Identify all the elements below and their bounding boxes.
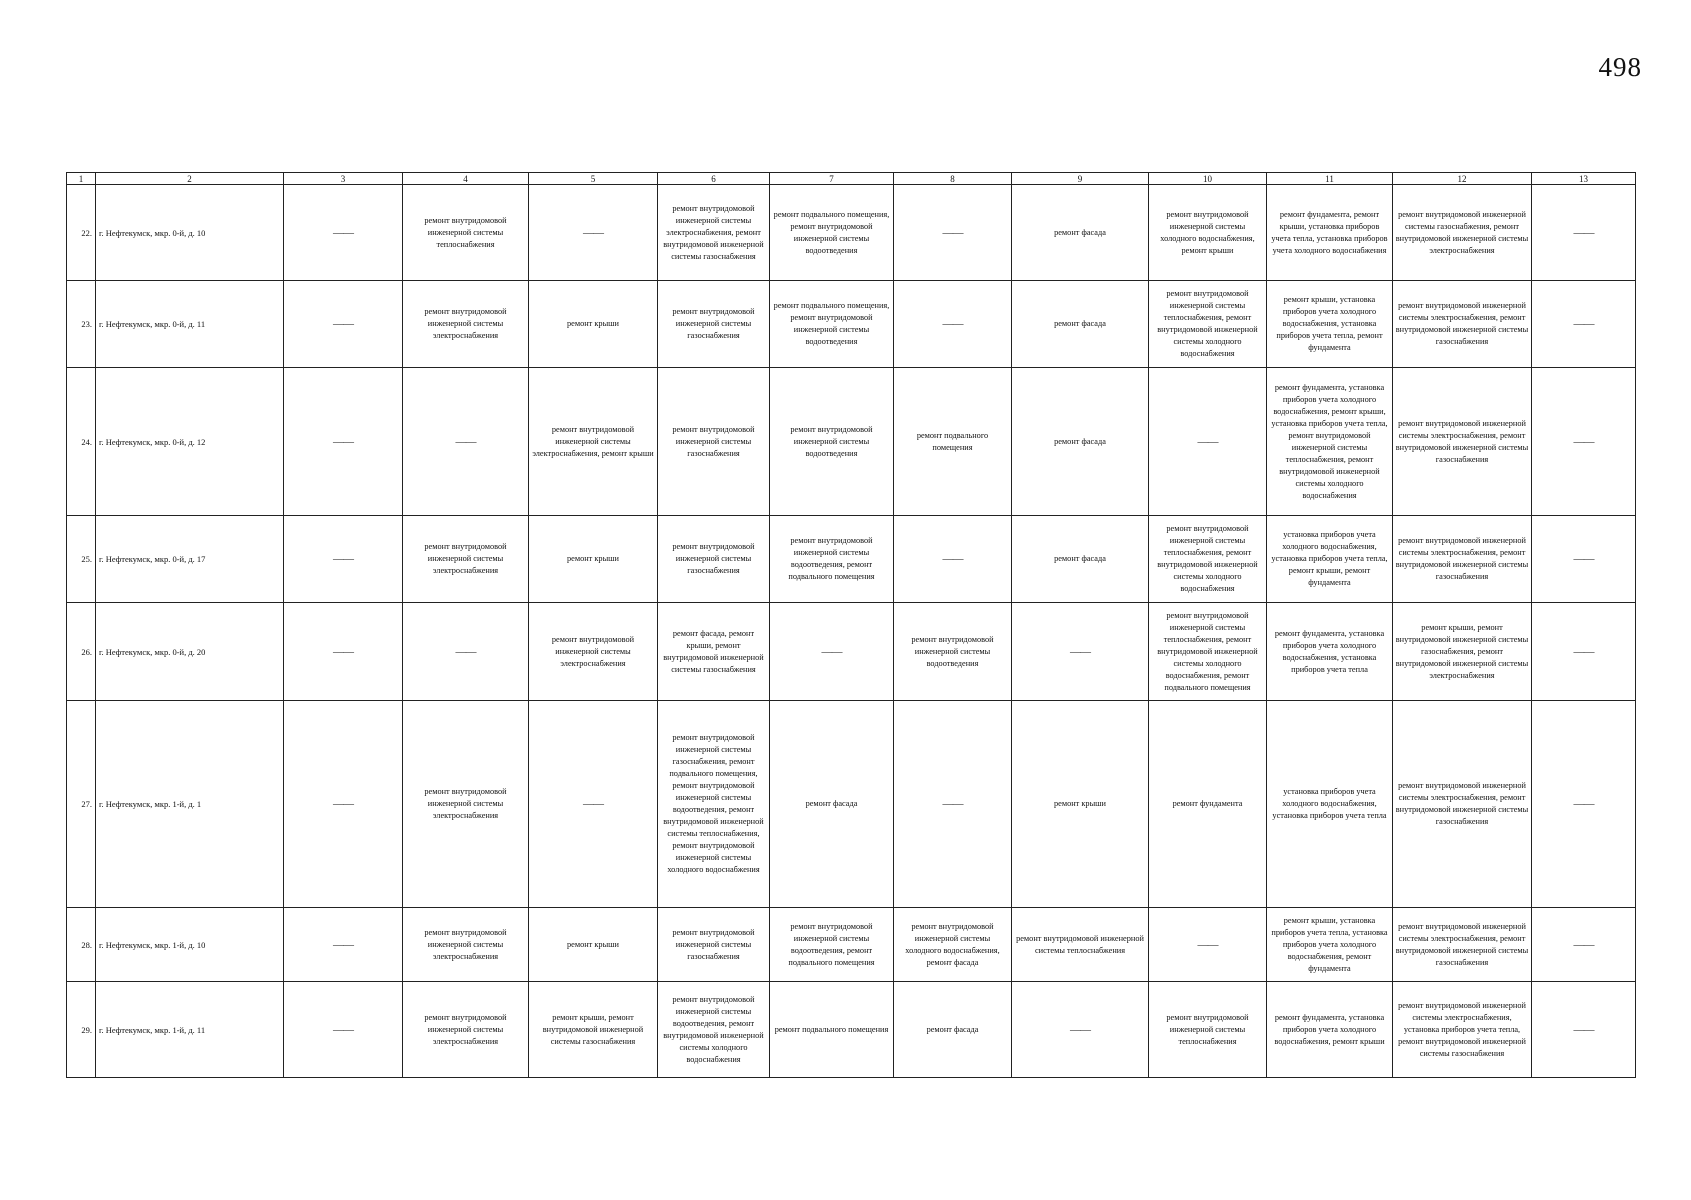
column-header: 11 — [1267, 173, 1393, 185]
row-number-cell: 22. — [67, 185, 96, 281]
work-type-cell: ремонт внутридомовой инженерной системы газоснабжения — [658, 281, 770, 368]
column-header: 5 — [529, 173, 658, 185]
work-type-cell: ремонт фасада — [1012, 185, 1149, 281]
work-type-cell: ремонт внутридомовой инженерной системы электроснабжения — [403, 281, 529, 368]
row-number-cell: 23. — [67, 281, 96, 368]
work-type-cell: ремонт внутридомовой инженерной системы холодного водоснабжения, ремонт фасада — [894, 908, 1012, 982]
row-number-cell: 27. — [67, 701, 96, 908]
empty-dash-cell: —— — [284, 982, 403, 1078]
empty-dash-cell: —— — [1532, 516, 1636, 603]
address-cell: г. Нефтекумск, мкр. 1-й, д. 1 — [96, 701, 284, 908]
column-header: 13 — [1532, 173, 1636, 185]
table-row — [67, 516, 1636, 603]
work-type-cell: ремонт крыши, ремонт внутридомовой инженерной системы газоснабжения — [529, 982, 658, 1078]
header-row — [67, 173, 1636, 185]
page-number: 498 — [1598, 52, 1642, 82]
empty-dash-cell: —— — [1149, 908, 1267, 982]
work-type-cell: ремонт подвального помещения — [770, 982, 894, 1078]
work-type-cell: ремонт фундамента, ремонт крыши, установка приборов учета тепла, установка приборов учета холодного водоснабжения — [1267, 185, 1393, 281]
work-type-cell: ремонт фундамента — [1149, 701, 1267, 908]
work-type-cell: ремонт внутридомовой инженерной системы электроснабжения, ремонт внутридомовой инженерной системы газоснабжения — [1393, 516, 1532, 603]
column-header: 6 — [658, 173, 770, 185]
work-type-cell: ремонт внутридомовой инженерной системы электроснабжения — [403, 701, 529, 908]
empty-dash-cell: —— — [770, 603, 894, 701]
work-type-cell: ремонт фундамента, установка приборов учета холодного водоснабжения, установка приборов учета тепла — [1267, 603, 1393, 701]
column-header: 4 — [403, 173, 529, 185]
empty-dash-cell: —— — [284, 281, 403, 368]
column-number-header — [67, 173, 1636, 185]
table-row — [67, 185, 1636, 281]
work-type-cell: ремонт внутридомовой инженерной системы газоснабжения, ремонт внутридомовой инженерной системы электроснабжения — [1393, 185, 1532, 281]
empty-dash-cell: —— — [894, 185, 1012, 281]
work-type-cell: ремонт крыши, установка приборов учета тепла, установка приборов учета холодного водоснабжения, ремонт фундамента — [1267, 908, 1393, 982]
work-type-cell: ремонт фундамента, установка приборов учета холодного водоснабжения, ремонт крыши — [1267, 982, 1393, 1078]
work-type-cell: установка приборов учета холодного водоснабжения, установка приборов учета тепла, ремонт крыши, ремонт фундамента — [1267, 516, 1393, 603]
column-header: 12 — [1393, 173, 1532, 185]
column-header: 1 — [67, 173, 96, 185]
empty-dash-cell: —— — [1532, 982, 1636, 1078]
work-type-cell: ремонт внутридомовой инженерной системы водоотведения, ремонт подвального помещения — [770, 516, 894, 603]
work-type-cell: ремонт внутридомовой инженерной системы электроснабжения — [403, 516, 529, 603]
work-type-cell: ремонт внутридомовой инженерной системы электроснабжения — [529, 603, 658, 701]
work-type-cell: ремонт фасада — [1012, 368, 1149, 516]
work-type-cell: ремонт внутридомовой инженерной системы водоотведения — [770, 368, 894, 516]
table-row — [67, 603, 1636, 701]
work-type-cell: ремонт внутридомовой инженерной системы газоснабжения — [658, 908, 770, 982]
work-type-cell: ремонт внутридомовой инженерной системы электроснабжения, ремонт крыши — [529, 368, 658, 516]
empty-dash-cell: —— — [894, 516, 1012, 603]
empty-dash-cell: —— — [1532, 368, 1636, 516]
empty-dash-cell: —— — [894, 701, 1012, 908]
column-header: 8 — [894, 173, 1012, 185]
row-number-cell: 24. — [67, 368, 96, 516]
column-header: 9 — [1012, 173, 1149, 185]
empty-dash-cell: —— — [1532, 908, 1636, 982]
work-type-cell: ремонт внутридомовой инженерной системы водоотведения, ремонт подвального помещения — [770, 908, 894, 982]
address-cell: г. Нефтекумск, мкр. 0-й, д. 10 — [96, 185, 284, 281]
work-type-cell: ремонт подвального помещения, ремонт внутридомовой инженерной системы водоотведения — [770, 185, 894, 281]
empty-dash-cell: —— — [284, 908, 403, 982]
work-type-cell: ремонт внутридомовой инженерной системы теплоснабжения, ремонт внутридомовой инженерной системы холодного водоснабжения — [1149, 516, 1267, 603]
address-cell: г. Нефтекумск, мкр. 1-й, д. 10 — [96, 908, 284, 982]
row-number-cell: 28. — [67, 908, 96, 982]
empty-dash-cell: —— — [1012, 603, 1149, 701]
work-type-cell: ремонт внутридомовой инженерной системы газоснабжения — [658, 368, 770, 516]
empty-dash-cell: —— — [529, 185, 658, 281]
work-type-cell: ремонт внутридомовой инженерной системы теплоснабжения, ремонт внутридомовой инженерной системы холодного водоснабжения, ремонт подвального помещения — [1149, 603, 1267, 701]
work-type-cell: ремонт фасада — [1012, 281, 1149, 368]
empty-dash-cell: —— — [284, 368, 403, 516]
row-number-cell: 26. — [67, 603, 96, 701]
work-type-cell: ремонт внутридомовой инженерной системы электроснабжения, ремонт внутридомовой инженерной системы газоснабжения — [1393, 701, 1532, 908]
work-type-cell: ремонт крыши — [529, 908, 658, 982]
work-type-cell: ремонт внутридомовой инженерной системы электроснабжения, ремонт внутридомовой инженерной системы газоснабжения — [1393, 908, 1532, 982]
column-header: 3 — [284, 173, 403, 185]
empty-dash-cell: —— — [403, 603, 529, 701]
table-body — [67, 185, 1636, 1078]
work-type-cell: ремонт внутридомовой инженерной системы теплоснабжения — [1149, 982, 1267, 1078]
empty-dash-cell: —— — [284, 603, 403, 701]
table-row — [67, 368, 1636, 516]
empty-dash-cell: —— — [284, 185, 403, 281]
table-row — [67, 982, 1636, 1078]
work-type-cell: ремонт внутридомовой инженерной системы электроснабжения, установка приборов учета тепла, ремонт внутридомовой инженерной системы газоснабжения — [1393, 982, 1532, 1078]
address-cell: г. Нефтекумск, мкр. 0-й, д. 12 — [96, 368, 284, 516]
address-cell: г. Нефтекумск, мкр. 0-й, д. 17 — [96, 516, 284, 603]
work-type-cell: ремонт крыши, установка приборов учета холодного водоснабжения, установка приборов учета тепла, ремонт фундамента — [1267, 281, 1393, 368]
empty-dash-cell: —— — [284, 516, 403, 603]
column-header: 2 — [96, 173, 284, 185]
work-type-cell: ремонт фасада — [1012, 516, 1149, 603]
address-cell: г. Нефтекумск, мкр. 0-й, д. 11 — [96, 281, 284, 368]
work-type-cell: ремонт крыши, ремонт внутридомовой инженерной системы газоснабжения, ремонт внутридомовой инженерной системы электроснабжения — [1393, 603, 1532, 701]
work-type-cell: ремонт внутридомовой инженерной системы теплоснабжения — [1012, 908, 1149, 982]
empty-dash-cell: —— — [1012, 982, 1149, 1078]
work-type-cell: ремонт внутридомовой инженерной системы электроснабжения, ремонт внутридомовой инженерной системы газоснабжения — [1393, 368, 1532, 516]
work-type-cell: ремонт внутридомовой инженерной системы теплоснабжения, ремонт внутридомовой инженерной системы холодного водоснабжения — [1149, 281, 1267, 368]
work-type-cell: ремонт внутридомовой инженерной системы электроснабжения, ремонт внутридомовой инженерной системы газоснабжения — [1393, 281, 1532, 368]
work-type-cell: ремонт внутридомовой инженерной системы электроснабжения, ремонт внутридомовой инженерной системы газоснабжения — [658, 185, 770, 281]
table-row — [67, 281, 1636, 368]
work-type-cell: ремонт внутридомовой инженерной системы теплоснабжения — [403, 185, 529, 281]
work-type-cell: ремонт внутридомовой инженерной системы газоснабжения — [658, 516, 770, 603]
work-type-cell: ремонт внутридомовой инженерной системы электроснабжения — [403, 982, 529, 1078]
work-type-cell: ремонт подвального помещения, ремонт внутридомовой инженерной системы водоотведения — [770, 281, 894, 368]
work-type-cell: ремонт фасада — [894, 982, 1012, 1078]
work-type-cell: ремонт подвального помещения — [894, 368, 1012, 516]
address-cell: г. Нефтекумск, мкр. 1-й, д. 11 — [96, 982, 284, 1078]
work-type-cell: ремонт крыши — [529, 516, 658, 603]
repair-schedule-table — [66, 172, 1636, 1078]
work-type-cell: ремонт внутридомовой инженерной системы холодного водоснабжения, ремонт крыши — [1149, 185, 1267, 281]
work-type-cell: ремонт фасада, ремонт крыши, ремонт внутридомовой инженерной системы газоснабжения — [658, 603, 770, 701]
empty-dash-cell: —— — [284, 701, 403, 908]
work-type-cell: ремонт фасада — [770, 701, 894, 908]
row-number-cell: 25. — [67, 516, 96, 603]
work-type-cell: ремонт крыши — [1012, 701, 1149, 908]
work-type-cell: ремонт крыши — [529, 281, 658, 368]
table-row — [67, 701, 1636, 908]
empty-dash-cell: —— — [1149, 368, 1267, 516]
table-row — [67, 908, 1636, 982]
work-type-cell: ремонт внутридомовой инженерной системы электроснабжения — [403, 908, 529, 982]
empty-dash-cell: —— — [529, 701, 658, 908]
empty-dash-cell: —— — [1532, 701, 1636, 908]
address-cell: г. Нефтекумск, мкр. 0-й, д. 20 — [96, 603, 284, 701]
row-number-cell: 29. — [67, 982, 96, 1078]
work-type-cell: ремонт внутридомовой инженерной системы водоотведения — [894, 603, 1012, 701]
work-type-cell: ремонт внутридомовой инженерной системы водоотведения, ремонт внутридомовой инженерной системы холодного водоснабжения — [658, 982, 770, 1078]
column-header: 10 — [1149, 173, 1267, 185]
empty-dash-cell: —— — [1532, 281, 1636, 368]
empty-dash-cell: —— — [403, 368, 529, 516]
work-type-cell: установка приборов учета холодного водоснабжения, установка приборов учета тепла — [1267, 701, 1393, 908]
empty-dash-cell: —— — [1532, 185, 1636, 281]
empty-dash-cell: —— — [1532, 603, 1636, 701]
column-header: 7 — [770, 173, 894, 185]
work-type-cell: ремонт внутридомовой инженерной системы газоснабжения, ремонт подвального помещения, ремонт внутридомовой инженерной системы водоотведения, ремонт внутридомовой инженерной системы теплоснабжения, ремонт внутридомовой инженерной системы холодного водоснабжения — [658, 701, 770, 908]
empty-dash-cell: —— — [894, 281, 1012, 368]
work-type-cell: ремонт фундамента, установка приборов учета холодного водоснабжения, ремонт крыши, установка приборов учета тепла, ремонт внутридомовой инженерной системы теплоснабжения, ремонт внутридомовой инженерной системы холодного водоснабжения — [1267, 368, 1393, 516]
